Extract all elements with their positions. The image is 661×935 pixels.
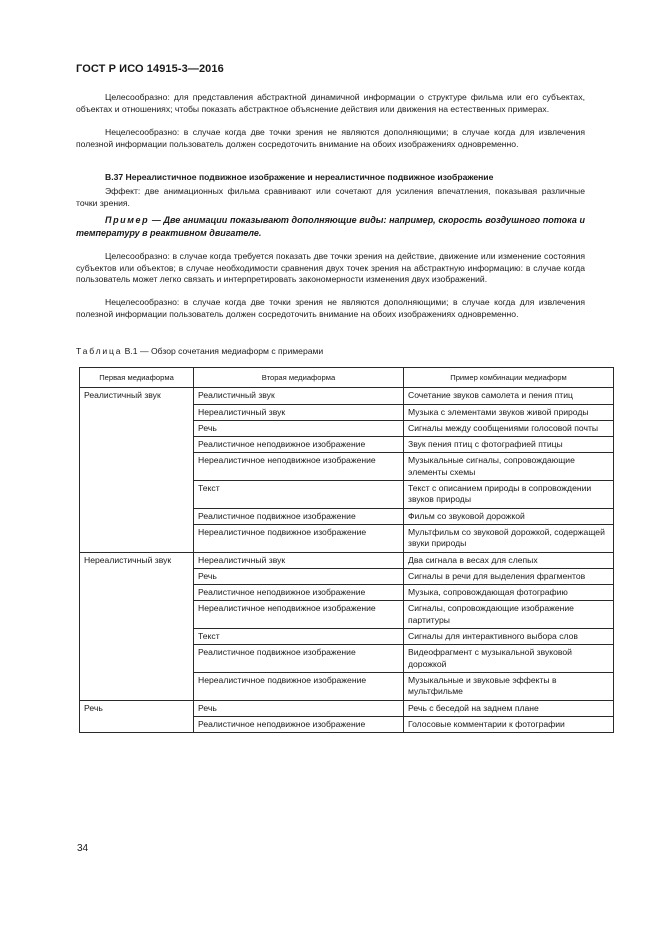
example-cell: Голосовые комментарии к фотографии [404, 716, 614, 732]
paragraph-unsuitable-2: Нецелесообразно: в случае когда две точки зрения не являются дополняющими; в случае когда для извлечения полезной информации пользователь должен сосредоточить внимание на обоих изображениях одновременно. [76, 297, 585, 319]
second-mediaform-cell: Реалистичное неподвижное изображение [194, 585, 404, 601]
second-mediaform-cell: Нереалистичное неподвижное изображение [194, 601, 404, 629]
example-cell: Сигналы для интерактивного выбора слов [404, 629, 614, 645]
first-mediaform-cell: Реалистичный звук [80, 388, 194, 552]
example-cell: Фильм со звуковой дорожкой [404, 508, 614, 524]
second-mediaform-cell: Речь [194, 568, 404, 584]
column-header-example: Пример комбинации медиаформ [404, 368, 614, 388]
paragraph-unsuitable-1: Нецелесообразно: в случае когда две точки зрения не являются дополняющими; в случае когда для извлечения полезной информации пользователь должен сосредоточить внимание на обоих изображениях одновременно. [76, 127, 585, 149]
table-row [80, 700, 614, 716]
paragraph-suitable-2: Целесообразно: в случае когда требуется показать две точки зрения на действие, движение или изменение состояния субъектов или объектов; в случае необходимости сравнения двух точек зрения на абстрактную информацию: в случае когда пользователь может легко связать и интерпретировать закономерности изменения двух изображений. [76, 251, 585, 285]
second-mediaform-cell: Реалистичный звук [194, 388, 404, 404]
second-mediaform-cell: Нереалистичный звук [194, 552, 404, 568]
second-mediaform-cell: Реалистичное подвижное изображение [194, 508, 404, 524]
table-row [80, 388, 614, 404]
second-mediaform-cell: Реалистичное неподвижное изображение [194, 437, 404, 453]
second-mediaform-cell: Реалистичное подвижное изображение [194, 645, 404, 673]
example-cell: Сигналы между сообщениями голосовой почты [404, 420, 614, 436]
second-mediaform-cell: Речь [194, 700, 404, 716]
column-header-first: Первая медиаформа [80, 368, 194, 388]
example-cell: Музыкальные и звуковые эффекты в мультфильме [404, 672, 614, 700]
second-mediaform-cell: Реалистичное неподвижное изображение [194, 716, 404, 732]
second-mediaform-cell: Речь [194, 420, 404, 436]
example-cell: Текст с описанием природы в сопровождении звуков природы [404, 481, 614, 509]
table-caption [76, 346, 323, 356]
example-label: Пример [105, 215, 150, 225]
example-cell: Звук пения птиц с фотографией птицы [404, 437, 614, 453]
first-mediaform-cell: Речь [80, 700, 194, 733]
second-mediaform-cell: Нереалистичный звук [194, 404, 404, 420]
second-mediaform-cell: Текст [194, 629, 404, 645]
example-cell: Мультфильм со звуковой дорожкой, содержащей звуки природы [404, 524, 614, 552]
example-cell: Музыка с элементами звуков живой природы [404, 404, 614, 420]
example-cell: Сигналы в речи для выделения фрагментов [404, 568, 614, 584]
example-cell: Два сигнала в весах для слепых [404, 552, 614, 568]
page-number: 34 [77, 843, 89, 854]
example-cell: Речь с беседой на заднем плане [404, 700, 614, 716]
example-note [76, 214, 585, 239]
example-text: — Две анимации показывают дополняющие виды: например, скорость воздушного потока и температуру в реактивном двигателе. [76, 215, 585, 238]
table-row [80, 552, 614, 568]
section-title: В.37 Нереалистичное подвижное изображение и нереалистичное подвижное изображение [105, 172, 494, 182]
table-header-row [80, 368, 614, 388]
media-combination-table [79, 367, 614, 733]
first-mediaform-cell: Нереалистичный звук [80, 552, 194, 700]
example-cell: Музыка, сопровождающая фотографию [404, 585, 614, 601]
table-caption-text: В.1 — Обзор сочетания медиаформ с примерами [122, 346, 324, 356]
paragraph-suitable-1: Целесообразно: для представления абстрактной динамичной информации о структуре фильма или его субъектах, объектах и отношениях; чтобы показать абстрактное объяснение действия или движения на естественных примерах. [76, 92, 585, 114]
example-cell: Сочетание звуков самолета и пения птиц [404, 388, 614, 404]
column-header-second: Вторая медиаформа [194, 368, 404, 388]
table-body [80, 388, 614, 733]
paragraph-effect: Эффект: две анимационных фильма сравнивают или сочетают для усиления впечатления, показывая различные точки зрения. [76, 186, 585, 208]
second-mediaform-cell: Нереалистичное неподвижное изображение [194, 453, 404, 481]
example-cell: Видеофрагмент с музыкальной звуковой дорожкой [404, 645, 614, 673]
document-header: ГОСТ Р ИСО 14915-3—2016 [76, 63, 224, 75]
second-mediaform-cell: Нереалистичное подвижное изображение [194, 672, 404, 700]
second-mediaform-cell: Нереалистичное подвижное изображение [194, 524, 404, 552]
example-cell: Сигналы, сопровождающие изображение партитуры [404, 601, 614, 629]
example-cell: Музыкальные сигналы, сопровождающие элементы схемы [404, 453, 614, 481]
table-caption-label: Таблица [76, 346, 123, 356]
second-mediaform-cell: Текст [194, 481, 404, 509]
